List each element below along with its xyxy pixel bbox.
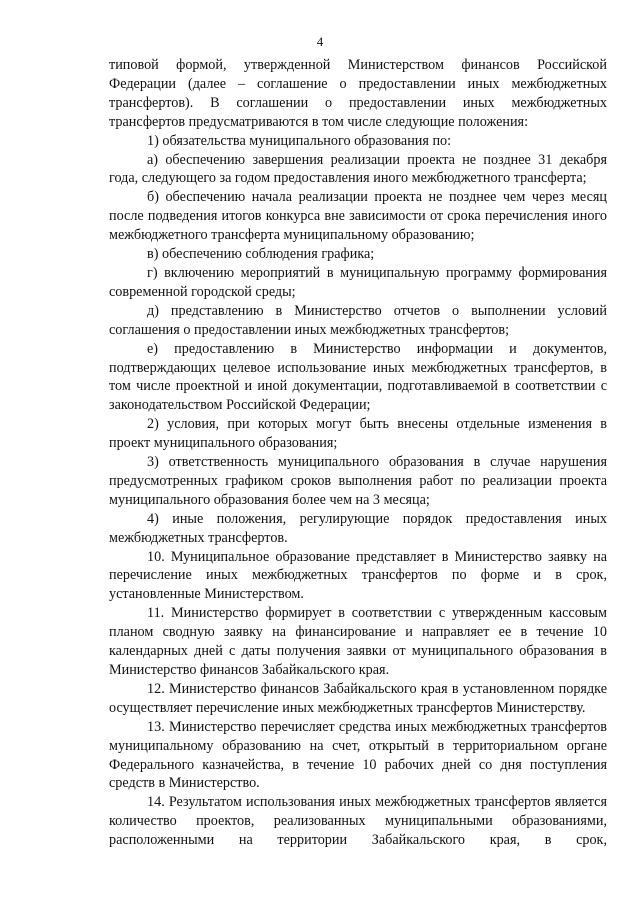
paragraph-item-4: 4) иные положения, регулирующие порядок предоставления иных межбюджетных трансфертов. xyxy=(109,510,607,546)
paragraph-clause-11: 11. Министерство формирует в соответствии с утвержденным кассовым планом сводную заявку на финансирование и направляет ее в течение 10 календарных дней с даты получения заявки от муниципального образования в Министерство финансов Забайкальского края. xyxy=(109,605,607,678)
paragraph-item-1e: е) предоставлению в Министерство информации и документов, подтверждающих целевое использование иных межбюджетных трансфертов, в том числе проектной и иной документации, подготавливаемой в соответствии с законодательством Российской Федерации; xyxy=(109,340,607,414)
paragraph-item-1: 1) обязательства муниципального образования по: xyxy=(147,132,452,149)
paragraph-item-2: 2) условия, при которых могут быть внесены отдельные изменения в проект муниципального образования; xyxy=(109,416,607,452)
paragraph-item-1d: д) представлению в Министерство отчетов о выполнении условий соглашения о предоставлении иных межбюджетных трансфертов; xyxy=(109,302,607,338)
paragraph-item-1b: б) обеспечению начала реализации проекта не позднее чем через месяц после подведения итогов конкурса вне зависимости от срока перечисления иного межбюджетного трансферта муниципальному образованию; xyxy=(109,189,607,244)
paragraph-clause-14: 14. Результатом использования иных межбюджетных трансфертов является количество проектов, реализованных муниципальными образованиями, расположенными на территории Забайкальского края, в срок, xyxy=(109,794,607,849)
paragraph-item-1g: г) включению мероприятий в муниципальную программу формирования современной городской среды; xyxy=(109,264,607,300)
document-body xyxy=(109,56,607,850)
paragraph-clause-13: 13. Министерство перечисляет средства иных межбюджетных трансфертов муниципальному образованию на счет, открытый в территориальном органе Федерального казначейства, в течение 10 рабочих дней со дня поступления средств в Министерство. xyxy=(109,718,607,792)
page-number: 4 xyxy=(316,34,324,49)
paragraph-item-1a: а) обеспечению завершения реализации проекта не позднее 31 декабря года, следующего за годом предоставления иного межбюджетного трансферта; xyxy=(109,151,607,187)
paragraph-item-3: 3) ответственность муниципального образования в случае нарушения предусмотренных графиком сроков выполнения работ по реализации проекта муниципального образования более чем на 3 месяца; xyxy=(109,454,607,508)
paragraph-intro: типовой формой, утвержденной Министерством финансов Российской Федерации (далее – соглашение о предоставлении иных межбюджетных трансфертов). В соглашении о предоставлении иных межбюджетных трансфертов предусматриваются в том числе следующие положения: xyxy=(109,57,607,130)
paragraph-clause-10: 10. Муниципальное образование представляет в Министерство заявку на перечисление иных межбюджетных трансфертов по форме и в срок, установленные Министерством. xyxy=(109,548,607,603)
paragraph-item-1v: в) обеспечению соблюдения графика; xyxy=(147,246,375,263)
paragraph-clause-12: 12. Министерство финансов Забайкальского края в установленном порядке осуществляет перечисление иных межбюджетных трансфертов Министерству. xyxy=(109,680,607,716)
